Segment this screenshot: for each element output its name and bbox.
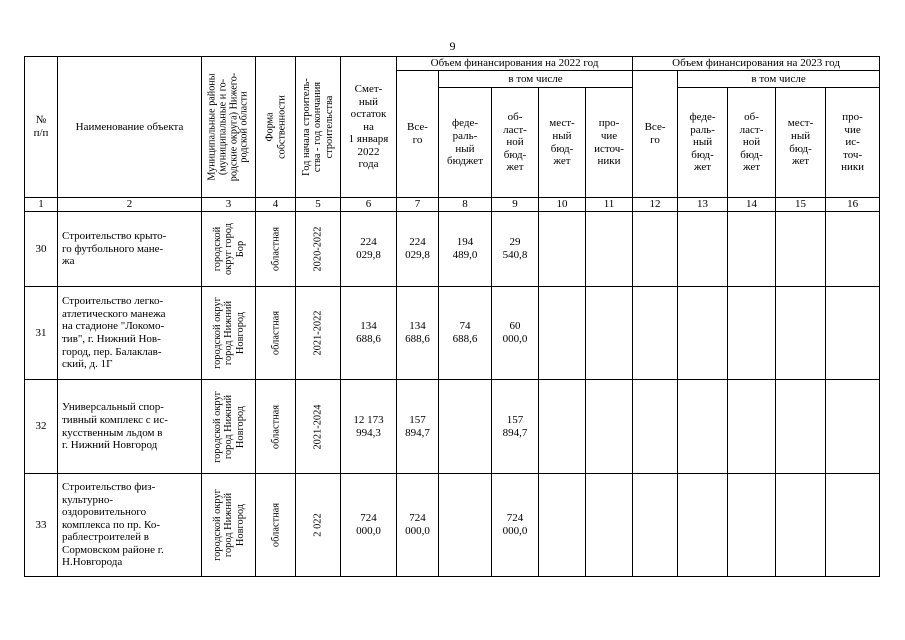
column-number: 6 <box>341 198 397 212</box>
balance-cell: 12 173 994,3 <box>341 380 397 474</box>
federal-2023-cell <box>678 474 728 577</box>
federal-2022-cell: 74 688,6 <box>439 287 492 380</box>
column-number: 9 <box>492 198 539 212</box>
column-number: 3 <box>202 198 256 212</box>
header-group-2022: Объем финансирования на 2022 год <box>397 57 633 71</box>
total-2022-cell: 134 688,6 <box>397 287 439 380</box>
local-2023-cell <box>776 474 826 577</box>
header-local-2023: мест- ный бюд- жет <box>776 88 826 198</box>
other-2022-cell <box>586 474 633 577</box>
column-number: 12 <box>633 198 678 212</box>
years-header-text: Год начала строитель- ства - год окончания строительства <box>300 78 335 176</box>
total-2023-cell <box>633 212 678 287</box>
other-2022-cell <box>586 212 633 287</box>
regional-2022-cell: 724 000,0 <box>492 474 539 577</box>
ownership-text: областная <box>269 404 281 449</box>
header-col-balance: Смет- ный остаток на 1 января 2022 года <box>341 57 397 198</box>
balance-cell: 724 000,0 <box>341 474 397 577</box>
table-row <box>25 212 880 287</box>
federal-2023-cell <box>678 380 728 474</box>
ownership-cell <box>256 474 296 577</box>
header-including-2023: в том числе <box>678 71 880 88</box>
other-2023-cell <box>826 287 880 380</box>
header-col-ownership <box>256 57 296 198</box>
column-number-row <box>25 198 880 212</box>
column-number: 11 <box>586 198 633 212</box>
header-total-2022: Все- го <box>397 71 439 198</box>
header-group-2023: Объем финансирования на 2023 год <box>633 57 880 71</box>
federal-2022-cell <box>439 474 492 577</box>
table-row <box>25 287 880 380</box>
years-text: 2021-2024 <box>312 403 324 450</box>
municipality-text: городской округ город Нижний Новгород <box>211 297 246 369</box>
table-row <box>25 380 880 474</box>
regional-2022-cell: 157 894,7 <box>492 380 539 474</box>
municipality-header-text: Муниципальные районы (муниципальные и го- родские округа) Нижего- родской области <box>205 72 250 182</box>
column-number: 15 <box>776 198 826 212</box>
header-including-2022: в том числе <box>439 71 633 88</box>
local-2022-cell <box>539 474 586 577</box>
balance-cell: 224 029,8 <box>341 212 397 287</box>
years-text: 2 022 <box>312 513 324 537</box>
local-2022-cell <box>539 380 586 474</box>
header-local-2022: мест- ный бюд- жет <box>539 88 586 198</box>
total-2023-cell <box>633 380 678 474</box>
regional-2023-cell <box>728 287 776 380</box>
column-number: 16 <box>826 198 880 212</box>
other-2022-cell <box>586 287 633 380</box>
regional-2023-cell <box>728 474 776 577</box>
municipality-text: городской округ город Нижний Новгород <box>211 489 246 561</box>
federal-2022-cell: 194 489,0 <box>439 212 492 287</box>
investment-table <box>24 56 880 577</box>
other-2023-cell <box>826 212 880 287</box>
column-number: 5 <box>296 198 341 212</box>
header-other-2023: про- чие ис- точ- ники <box>826 88 880 198</box>
header-regional-2023: об- ласт- ной бюд- жет <box>728 88 776 198</box>
regional-2022-cell: 60 000,0 <box>492 287 539 380</box>
municipality-cell <box>202 287 256 380</box>
row-number: 30 <box>25 212 58 287</box>
ownership-text: областная <box>269 502 281 548</box>
ownership-cell <box>256 287 296 380</box>
local-2023-cell <box>776 287 826 380</box>
header-row-1 <box>25 57 880 71</box>
years-cell <box>296 474 341 577</box>
row-number: 31 <box>25 287 58 380</box>
total-2022-cell: 724 000,0 <box>397 474 439 577</box>
row-number: 32 <box>25 380 58 474</box>
ownership-text: областная <box>269 226 281 272</box>
object-name: Строительство легко- атлетического манежа на стадионе "Локомо- тив", г. Нижний Нов- город, пер. Балаклав- ский, д. 1Г <box>58 287 202 380</box>
column-number: 4 <box>256 198 296 212</box>
municipality-cell <box>202 380 256 474</box>
header-col-no: № п/п <box>25 57 58 198</box>
column-number: 2 <box>58 198 202 212</box>
column-number: 7 <box>397 198 439 212</box>
header-regional-2022: об- ласт- ной бюд- жет <box>492 88 539 198</box>
federal-2023-cell <box>678 287 728 380</box>
page-number: 9 <box>449 39 456 53</box>
years-cell <box>296 287 341 380</box>
object-name: Строительство физ- культурно- оздоровительного комплекса по пр. Ко- раблестроителей в Сормовском районе г. Н.Новгорода <box>58 474 202 577</box>
header-federal-2023: феде- раль- ный бюд- жет <box>678 88 728 198</box>
ownership-header-text: Форма собственности <box>264 95 287 159</box>
federal-2022-cell <box>439 380 492 474</box>
object-name: Универсальный спор- тивный комплекс с ис- кусственным льдом в г. Нижний Новгород <box>58 380 202 474</box>
years-text: 2020-2022 <box>312 226 324 272</box>
ownership-cell <box>256 212 296 287</box>
years-cell <box>296 380 341 474</box>
column-number: 8 <box>439 198 492 212</box>
header-col-years <box>296 57 341 198</box>
column-number: 14 <box>728 198 776 212</box>
header-other-2022: про- чие источ- ники <box>586 88 633 198</box>
local-2023-cell <box>776 212 826 287</box>
regional-2022-cell: 29 540,8 <box>492 212 539 287</box>
ownership-cell <box>256 380 296 474</box>
header-total-2023: Все- го <box>633 71 678 198</box>
other-2023-cell <box>826 474 880 577</box>
row-number: 33 <box>25 474 58 577</box>
header-col-municipality <box>202 57 256 198</box>
other-2022-cell <box>586 380 633 474</box>
municipality-cell <box>202 474 256 577</box>
municipality-text: городской округ город Нижний Новгород <box>211 390 246 463</box>
municipality-cell <box>202 212 256 287</box>
column-number: 1 <box>25 198 58 212</box>
local-2022-cell <box>539 287 586 380</box>
header-col-name: Наименование объекта <box>58 57 202 198</box>
municipality-text: городской округ город Бор <box>211 223 246 275</box>
total-2023-cell <box>633 474 678 577</box>
regional-2023-cell <box>728 212 776 287</box>
header-federal-2022: феде- раль- ный бюджет <box>439 88 492 198</box>
local-2023-cell <box>776 380 826 474</box>
regional-2023-cell <box>728 380 776 474</box>
years-text: 2021-2022 <box>312 310 324 356</box>
table-row <box>25 474 880 577</box>
total-2023-cell <box>633 287 678 380</box>
other-2023-cell <box>826 380 880 474</box>
local-2022-cell <box>539 212 586 287</box>
object-name: Строительство крыто- го футбольного мане- жа <box>58 212 202 287</box>
federal-2023-cell <box>678 212 728 287</box>
column-number: 10 <box>539 198 586 212</box>
years-cell <box>296 212 341 287</box>
total-2022-cell: 224 029,8 <box>397 212 439 287</box>
balance-cell: 134 688,6 <box>341 287 397 380</box>
total-2022-cell: 157 894,7 <box>397 380 439 474</box>
ownership-text: областная <box>269 310 281 356</box>
column-number: 13 <box>678 198 728 212</box>
